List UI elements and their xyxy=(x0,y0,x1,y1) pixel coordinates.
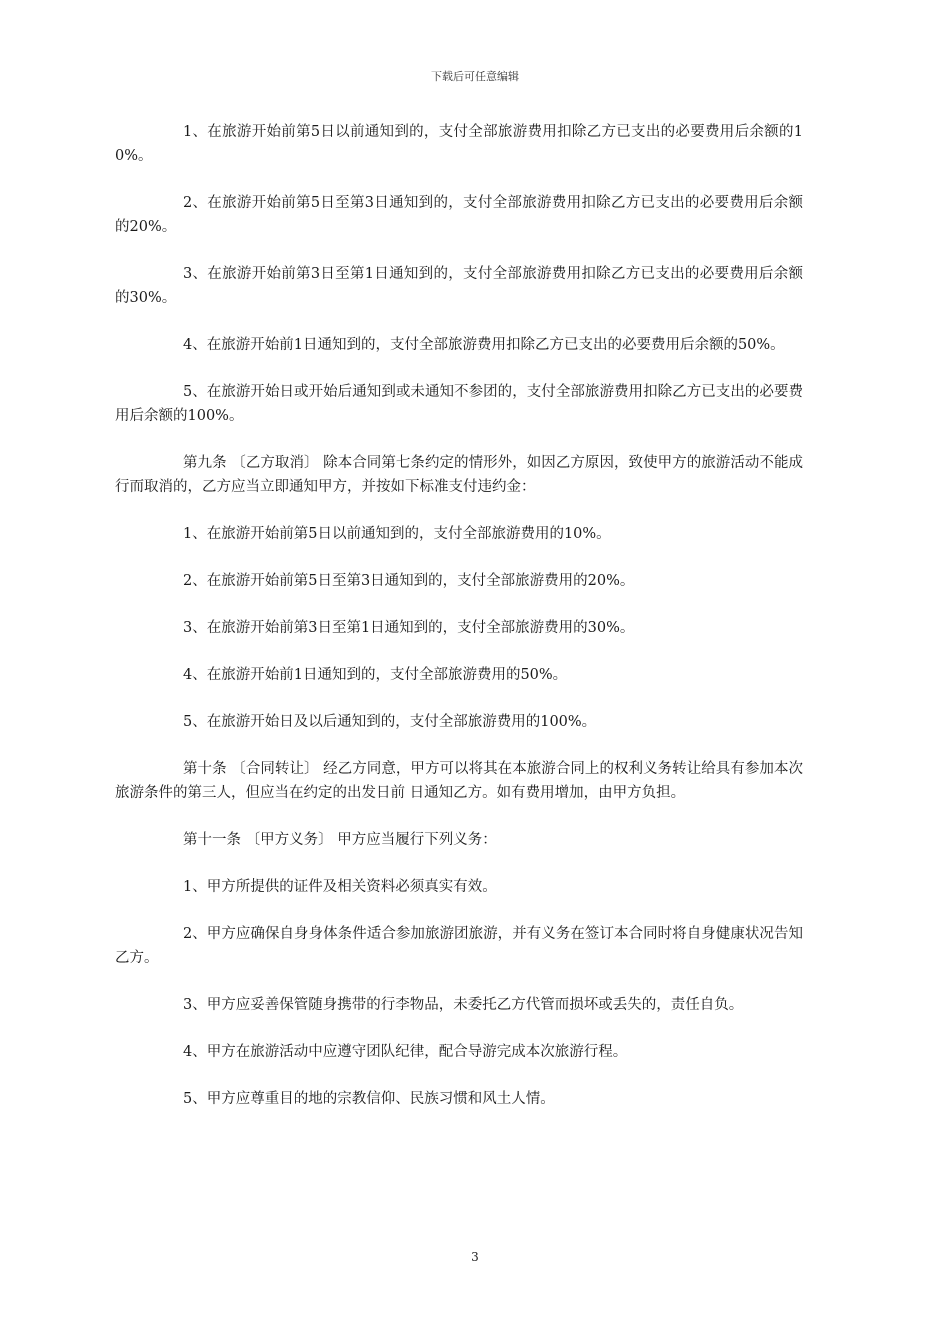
article-10-transfer: 第十条 〔合同转让〕 经乙方同意，甲方可以将其在本旅游合同上的权利义务转让给具有参加本次旅游条件的第三人，但应当在约定的出发日前 日通知乙方。如有费用增加，由甲方负担。 xyxy=(115,761,803,801)
paragraph-penalty-50: 4、在旅游开始前1日通知到的，支付全部旅游费用的50%。 xyxy=(183,667,568,683)
paragraph-penalty-100: 5、在旅游开始日及以后通知到的，支付全部旅游费用的100%。 xyxy=(183,714,597,730)
page-header-note: 下载后可任意编辑 xyxy=(431,70,519,83)
article-11-obligations: 第十一条 〔甲方义务〕 甲方应当履行下列义务： xyxy=(183,832,497,848)
paragraph-refund-30: 3、在旅游开始前第3日至第1日通知到的，支付全部旅游费用扣除乙方已支出的必要费用后余额的30%。 xyxy=(115,266,803,306)
obligation-item-1: 1、甲方所提供的证件及相关资料必须真实有效。 xyxy=(183,879,497,895)
obligation-item-4: 4、甲方在旅游活动中应遵守团队纪律，配合导游完成本次旅游行程。 xyxy=(183,1044,628,1060)
paragraph-refund-20: 2、在旅游开始前第5日至第3日通知到的，支付全部旅游费用扣除乙方已支出的必要费用后余额的20%。 xyxy=(115,195,803,235)
paragraph-penalty-20: 2、在旅游开始前第5日至第3日通知到的，支付全部旅游费用的20%。 xyxy=(183,573,635,589)
document-body xyxy=(115,120,803,1134)
article-9-cancellation: 第九条 〔乙方取消〕 除本合同第七条约定的情形外，如因乙方原因，致使甲方的旅游活动不能成行而取消的，乙方应当立即通知甲方，并按如下标准支付违约金： xyxy=(115,455,803,495)
paragraph-refund-100: 5、在旅游开始日或开始后通知到或未通知不参团的，支付全部旅游费用扣除乙方已支出的必要费用后余额的100%。 xyxy=(115,384,803,424)
paragraph-refund-50: 4、在旅游开始前1日通知到的，支付全部旅游费用扣除乙方已支出的必要费用后余额的50%。 xyxy=(183,337,785,353)
obligation-item-2: 2、甲方应确保自身身体条件适合参加旅游团旅游，并有义务在签订本合同时将自身健康状况告知乙方。 xyxy=(115,926,803,966)
paragraph-penalty-30: 3、在旅游开始前第3日至第1日通知到的，支付全部旅游费用的30%。 xyxy=(183,620,635,636)
paragraph-refund-10: 1、在旅游开始前第5日以前通知到的，支付全部旅游费用扣除乙方已支出的必要费用后余额的10%。 xyxy=(115,124,803,164)
page-number: 3 xyxy=(471,1250,479,1264)
obligation-item-5: 5、甲方应尊重目的地的宗教信仰、民族习惯和风土人情。 xyxy=(183,1091,555,1107)
paragraph-penalty-10: 1、在旅游开始前第5日以前通知到的，支付全部旅游费用的10%。 xyxy=(183,526,611,542)
obligation-item-3: 3、甲方应妥善保管随身携带的行李物品，未委托乙方代管而损坏或丢失的，责任自负。 xyxy=(183,997,744,1013)
